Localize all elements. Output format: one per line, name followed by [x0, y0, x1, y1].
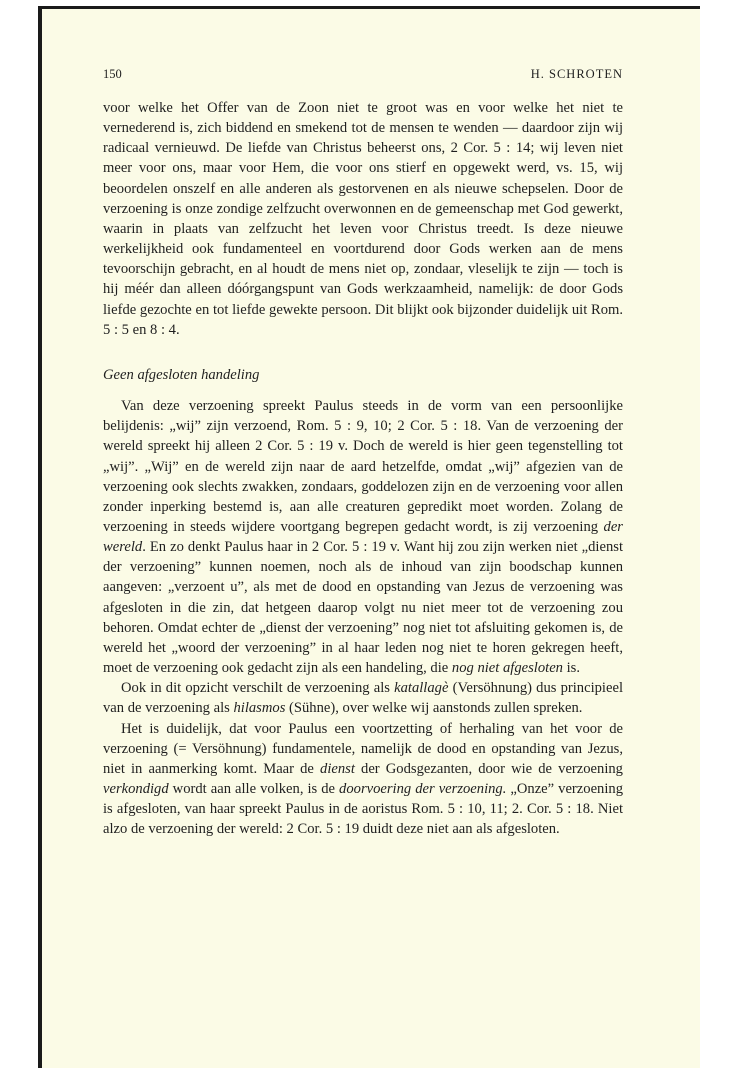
italic-text: katallagè: [394, 680, 449, 697]
italic-text: doorvoering der verzoening.: [339, 781, 507, 797]
running-head-author: H. SCHROTEN: [530, 67, 623, 81]
italic-text: hilasmos: [233, 700, 286, 717]
paragraph: [103, 678, 623, 718]
text-run: . En zo denkt Paulus haar in 2 Cor. 5 : 19 v. Want hij zou zijn werken niet „dienst der verzoening” kunnen noemen, noch als de inhoud van zijn boodschap kunnen aangeven: „verzoent u”, als met de dood en opstanding van Jezus de verzoening was afgesloten in die zin, dat hetgeen daarop volgt nu niet meer tot de verzoening zou behoren. Omdat echter de „dienst der verzoening” nog niet tot afsluiting gekomen is, de wereld het „woord der verzoening” in al haar leden nog niet te horen gekregen heeft, moet de verzoening ook gedacht zijn als een handeling, die: [103, 539, 623, 677]
text-run: Van deze verzoening spreekt Paulus steeds in de vorm van een persoonlijke belijdenis: „wij” zijn verzoend, Rom. 5 : 9, 10; 2 Cor. 5 : 18. Van de verzoening der wereld spreekt hij alleen 2 Cor. 5 : 19 v. Doch de wereld is hier geen tegenstelling tot „wij”. „Wij” en de wereld zijn naar de aard hetzelfde, omdat „wij” afgezien van de verzoening ook slechts zwakken, zondaars, goddelozen zijn en de verzoening voor allen zonder inperking bestemd is, aan alle creaturen gepredikt moet worden. Zolang de verzoening in steeds wijdere voortgang begrepen gedacht wordt, is zij verzoening: [103, 398, 623, 535]
paragraph: [103, 396, 623, 678]
text-run: Het is duidelijk, dat voor Paulus een voortzetting of herhaling van het voor de verzoening (= Versöhnung) fundamentele, namelijk de dood en opstanding van Jezus, niet in aanmerking komt. Maar de: [103, 720, 623, 777]
page-number: 150: [103, 67, 122, 81]
text-run: (Sühne), over welke wij aanstonds zullen spreken.: [285, 700, 583, 717]
section-heading: [103, 365, 623, 385]
italic-text: verkondigd: [103, 781, 169, 797]
italic-text: dienst: [320, 760, 355, 777]
text-run: voor welke het Offer van de Zoon niet te groot was en voor welke het niet te vernederend is, zich biddend en smekend tot de mensen te wenden — daardoor zijn wij radicaal vernieuwd. De liefde van Christus beheerst ons, 2 Cor. 5 : 14; wij leven niet meer voor ons, maar voor Hem, die voor ons stierf en opgewekt werd, vs. 15, wij beoordelen onszelf en alle anderen als gestorvenen en als nieuwe schepselen. Door de verzoening is onze zondige zelfzucht overwonnen en de gemeenschap met God gewerkt, waarin in plaats van zelfzucht het leven voor Christus treedt. Is deze nieuwe werkelijkheid ook fundamenteel en voortdurend door Gods werken aan de mens tevoorschijn gebracht, en al houdt de mens niet op, zondaar, vleselijk te zijn — toch is hij méér dan alleen dóórgangspunt van Gods werkzaamheid, namelijk: de door Gods liefde gezochte en tot liefde gewekte persoon. Dit blijkt ook bijzonder duidelijk uit Rom. 5 : 5 en 8 : 4.: [103, 100, 623, 338]
body-text: [103, 98, 623, 839]
text-run: is.: [562, 660, 581, 677]
text-run: Ook in dit opzicht verschilt de verzoening als: [121, 680, 395, 697]
text-run: (Versöhnung) dus principieel van de verzoening als: [103, 680, 623, 717]
paragraph: [103, 719, 623, 840]
text-run: „Onze” verzoening is afgesloten, van haar spreekt Paulus in de aoristus Rom. 5 : 10, 11; 2. Cor. 5 : 18. Niet alzo de verzoening der wereld: 2 Cor. 5 : 19 duidt deze niet aan als afgesloten.: [103, 781, 623, 838]
italic-text: der wereld: [103, 518, 623, 556]
text-run: Geen afgesloten handeling: [103, 366, 260, 383]
text-run: wordt aan alle volken, is de: [168, 781, 340, 797]
italic-text: nog niet afgesloten: [451, 660, 563, 677]
text-run: der Godsgezanten, door wie de verzoening: [354, 760, 623, 777]
paragraph: [103, 98, 623, 340]
